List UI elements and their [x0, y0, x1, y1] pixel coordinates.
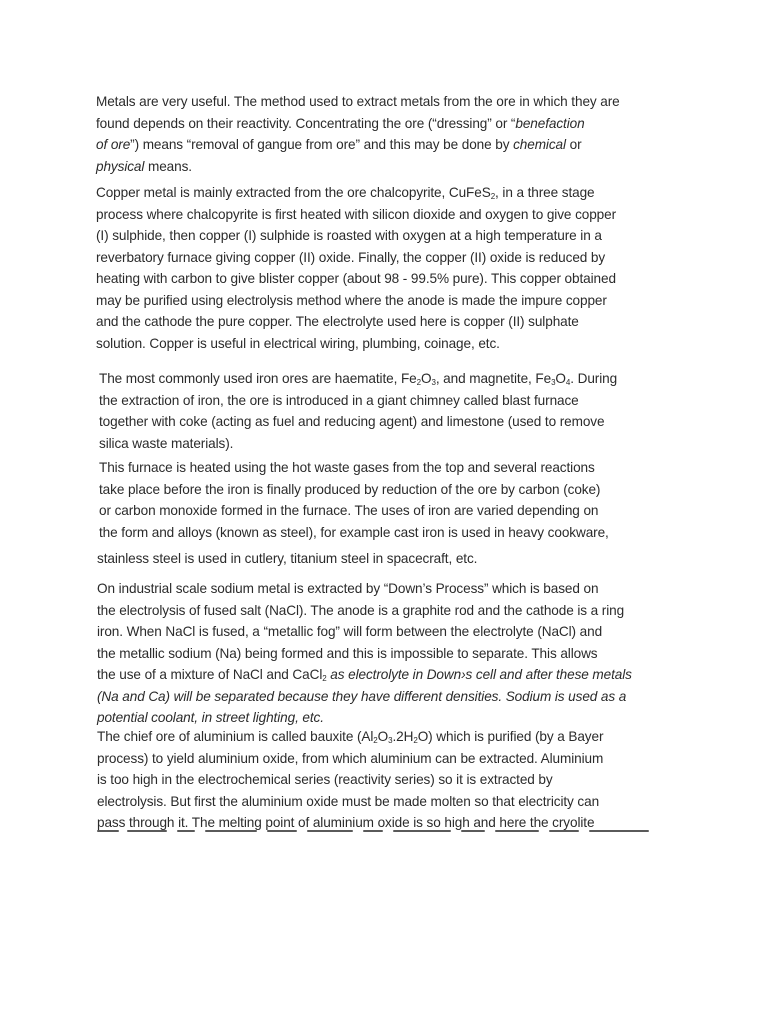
paragraph-aluminium: The chief ore of aluminium is called bauxite $(Al_2O_3.2H_2O)$ which is purified (by a Bayer process) to yield aluminium oxide, from which aluminium can be extracted. Aluminium is too high in the electrochemical series (reactivity series) so it is extracted by electrolysis. But first the aluminium oxide must be made molten so that electricity can pass through it. The melting point of aluminium oxide is so high and here the cryolite [97, 729, 604, 830]
paragraph-copper: Copper metal is mainly extracted from the ore chalcopyrite, CuFeS$_2$, in a three stage process where chalcopyrite is first heated with silicon dioxide and oxygen to give copper (I) sulphide, then copper (I) sulphide is roasted with oxygen at a high temperature in a reverbatory furnace giving copper (II) oxide. Finally, the copper (II) oxide is reduced by heating with carbon to give blister copper (about 98 - 99.5% pure). This copper obtained may be purified using electrolysis method where the anode is made the impure copper and the cathode the pure copper. The electrolyte used here is copper (II) sulphate solution. Copper is useful in electrical wiring, plumbing, coinage, etc. [96, 185, 617, 351]
paragraph-sodium: On industrial scale sodium metal is extracted by “Down’s Process” which is based on the electrolysis of fused salt (NaCl). The anode is a graphite rod and the cathode is a ring iron. When NaCl is fused, a “metallic fog” will form between the electrolyte (NaCl) and the metallic sodium (Na) being formed and this is impossible to separate. This allows the use of a mixture of NaCl and CaCl$_2$ as electrolyte in Down›s cell and after these metals (Na and Ca) will be separated because they have different densities. Sodium is used as a potential coolant, in street lighting, etc. [97, 581, 632, 725]
cut-off-text-line [97, 830, 657, 834]
paragraph-iron-ores: The most commonly used iron ores are haematite, $Fe_2O_3$, and magnetite, $Fe_3O_4$. During the extraction of iron, the ore is introduced in a giant chimney called blast furnace together with coke (acting as fuel and reducing agent) and limestone (used to remove silica waste materials). [99, 371, 618, 451]
paragraph-iron-furnace: This furnace is heated using the hot waste gases from the top and several reactions take place before the iron is finally produced by reduction of the ore by carbon (coke) or carbon monoxide formed in the furnace. The uses of iron are varied depending on the form and alloys (known as steel), for example cast iron is used in heavy cookware, [99, 460, 609, 540]
paragraph-steel-uses: stainless steel is used in cutlery, titanium steel in spacecraft, etc. [97, 551, 478, 566]
paragraph-metals-intro: Metals are very useful. The method used to extract metals from the ore in which they are found depends on their reactivity. Concentrating the ore (“dressing” or “benefaction of ore”) means “removal of gangue from ore” and this may be done by chemical or physical means. [96, 94, 620, 174]
